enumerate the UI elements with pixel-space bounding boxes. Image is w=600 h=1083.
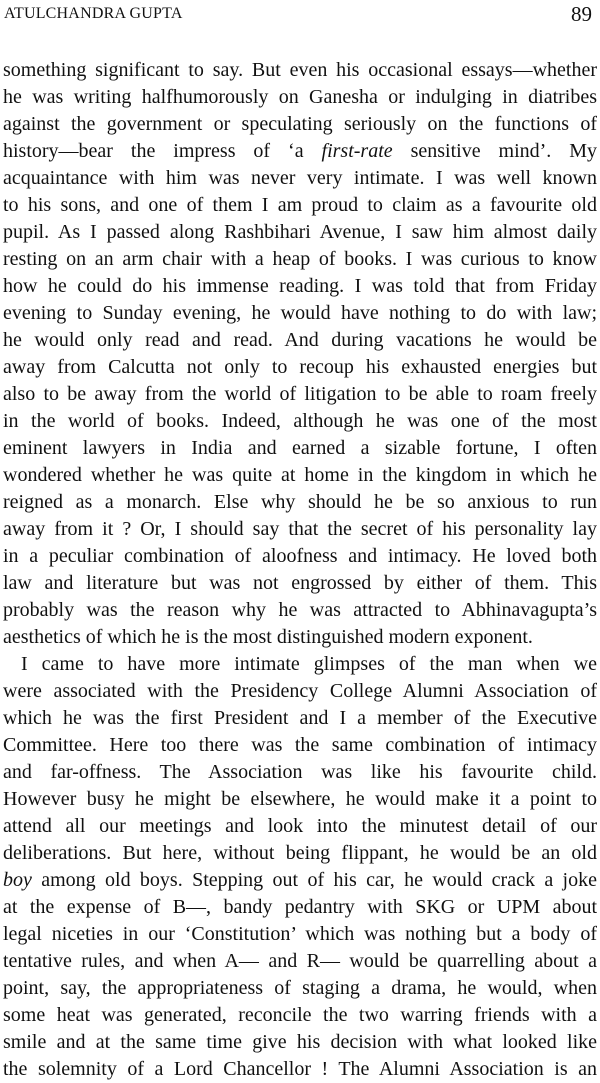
text-segment: I came to have more intimate glimpses of the man when we [21, 653, 597, 675]
text-line [3, 246, 597, 273]
text-line [3, 219, 597, 246]
text-line [3, 543, 597, 570]
text-segment: law and literature but was not engrossed by either of them. This [3, 572, 597, 594]
text-line [3, 570, 597, 597]
text-line [3, 273, 597, 300]
text-segment: which he was the first President and I a member of the Executive [3, 707, 597, 729]
text-segment: legal niceties in our ‘Constitution’ which was nothing but a body of [3, 923, 597, 945]
text-segment: Committee. Here too there was the same combination of intimacy [3, 734, 597, 756]
text-line [3, 300, 597, 327]
text-segment: in the world of books. Indeed, although he was one of the most [3, 410, 597, 432]
text-segment: tentative rules, and when A— and R— would be quarrelling about a [3, 950, 597, 972]
text-segment: were associated with the Presidency College Alumni Association of [3, 680, 597, 702]
text-segment: among old boys. Stepping out of his car, he would crack a joke [31, 869, 597, 891]
text-line [3, 192, 597, 219]
text-line [3, 408, 597, 435]
text-segment: he would only read and read. And during vacations he would be [3, 329, 597, 351]
text-line [3, 678, 597, 705]
text-line [3, 489, 597, 516]
text-line [3, 948, 597, 975]
text-segment: wondered whether he was quite at home in the kingdom in which he [3, 464, 597, 486]
text-segment: resting on an arm chair with a heap of books. I was curious to know [3, 248, 597, 270]
text-segment: aesthetics of which he is the most distinguished modern exponent. [3, 626, 533, 648]
text-line [3, 435, 597, 462]
text-segment: pupil. As I passed along Rashbihari Avenue, I saw him almost daily [3, 221, 597, 243]
text-line [3, 138, 597, 165]
running-header [4, 2, 596, 28]
text-line [3, 975, 597, 1002]
text-segment: against the government or speculating seriously on the functions of [3, 113, 597, 135]
text-line [3, 111, 597, 138]
paragraph [3, 57, 597, 651]
text-segment: acquaintance with him was never very intimate. I was well known [3, 167, 597, 189]
text-line [3, 354, 597, 381]
text-line [3, 894, 597, 921]
text-line [3, 732, 597, 759]
text-segment: history—bear the impress of ‘a [3, 140, 322, 162]
text-segment: he was writing halfhumorously on Ganesha or indulging in diatribes [3, 86, 597, 108]
text-segment: the solemnity of a Lord Chancellor ! The Alumni Association is an [3, 1058, 597, 1080]
text-segment: deliberations. But here, without being flippant, he would be an old [3, 842, 597, 864]
text-line [3, 759, 597, 786]
text-segment: in a peculiar combination of aloofness and intimacy. He loved both [3, 545, 597, 567]
text-segment: sensitive mind’. My [392, 140, 597, 162]
text-segment: to his sons, and one of them I am proud to claim as a favourite old [3, 194, 597, 216]
text-segment: how he could do his immense reading. I was told that from Friday [3, 275, 597, 297]
text-segment: away from Calcutta not only to recoup his exhausted energies but [3, 356, 597, 378]
text-segment: and far-offness. The Association was like his favourite child. [3, 761, 597, 783]
text-segment: something significant to say. But even his occasional essays—whether [3, 59, 597, 81]
text-segment: attend all our meetings and look into the minutest detail of our [3, 815, 597, 837]
text-segment: smile and at the same time give his decision with what looked like [3, 1031, 597, 1053]
text-line [3, 327, 597, 354]
text-line [3, 867, 597, 894]
text-line [3, 705, 597, 732]
text-line [3, 624, 597, 651]
text-line [3, 516, 597, 543]
text-line [3, 840, 597, 867]
text-segment: some heat was generated, reconcile the two warring friends with a [3, 1004, 597, 1026]
text-line [3, 597, 597, 624]
text-line [3, 651, 597, 678]
text-segment: probably was the reason why he was attracted to Abhinavagupta’s [3, 599, 597, 621]
italic-text: boy [3, 869, 32, 891]
paragraph [3, 651, 597, 1083]
text-line [3, 165, 597, 192]
text-line [3, 786, 597, 813]
italic-text: first-rate [321, 140, 393, 162]
text-line [3, 1056, 597, 1083]
text-segment: also to be away from the world of litigation to be able to roam freely [3, 383, 597, 405]
page-number: 89 [571, 2, 592, 26]
body-text [3, 57, 597, 1083]
text-line [3, 462, 597, 489]
text-line [3, 1029, 597, 1056]
text-segment: reigned as a monarch. Else why should he be so anxious to run [3, 491, 597, 513]
text-line [3, 84, 597, 111]
text-line [3, 57, 597, 84]
text-line [3, 921, 597, 948]
text-segment: However busy he might be elsewhere, he would make it a point to [3, 788, 597, 810]
running-title: ATULCHANDRA GUPTA [4, 5, 183, 22]
text-segment: away from it ? Or, I should say that the secret of his personality lay [3, 518, 597, 540]
text-segment: evening to Sunday evening, he would have nothing to do with law; [3, 302, 597, 324]
text-line [3, 813, 597, 840]
text-line [3, 1002, 597, 1029]
text-segment: eminent lawyers in India and earned a sizable fortune, I often [3, 437, 597, 459]
text-line [3, 381, 597, 408]
text-segment: at the expense of B—, bandy pedantry with SKG or UPM about [3, 896, 597, 918]
text-segment: point, say, the appropriateness of staging a drama, he would, when [3, 977, 597, 999]
